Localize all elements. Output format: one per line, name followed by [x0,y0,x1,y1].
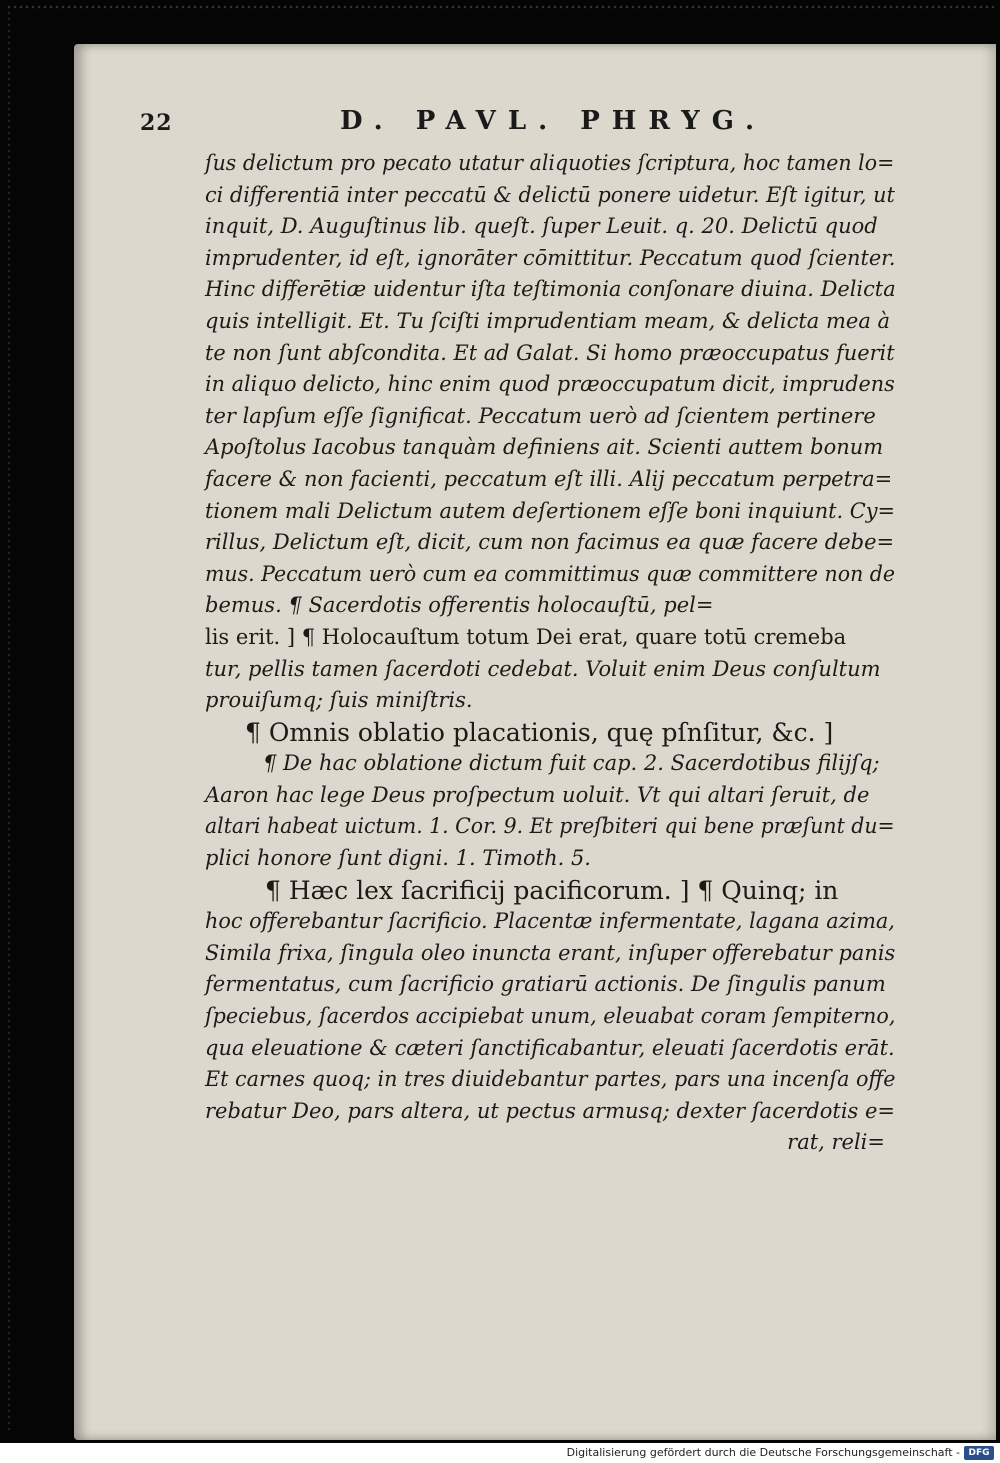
text-line: rillus, Delictum eſt, dicit, cum non facimus ea quæ facere debe= [205,530,895,555]
text-line: rebatur Deo, pars altera, ut pectus armusq; dexter ſacerdotis e= [205,1098,896,1123]
text-line: Simila frixa, ſingula oleo inuncta erant, inſuper offerebatur panis [205,940,896,965]
text-line: plici honore ſunt digni. 1. Timoth. 5. [205,846,591,871]
text-body [205,148,895,1159]
text-line: Aaron hac lege Deus proſpectum uoluit. Vt qui altari ſeruit, de [205,782,870,807]
running-title: D. PAVL. PHRYG. [340,106,767,136]
footer-bar [0,1443,1000,1463]
page-number: 22 [140,110,173,136]
dfg-logo: DFG [964,1446,994,1460]
text-line: altari habeat uictum. 1. Cor. 9. Et preſbiteri qui bene præſunt du= [205,814,895,839]
text-line: qua eleuatione & cæteri ſanctificabantur, eleuati ſacerdotis erāt. [205,1035,895,1060]
section-heading: ¶ Omnis oblatio placationis, quę pſnſitur, &c. ] [245,717,834,747]
text-line: bemus. ¶ Sacerdotis offerentis holocauſtū, pel= [205,593,714,618]
text-line: Apoſtolus Iacobus tanquàm definiens ait. Scienti auttem bonum [205,435,884,460]
text-line: mus. Peccatum uerò cum ea committimus quæ committere non de [205,561,896,586]
text-line: prouiſumq; ſuis miniſtris. [205,688,473,713]
text-line: ci differentiā inter peccatū & delictū ponere uidetur. Eſt igitur, ut [205,182,895,207]
text-line: Et carnes quoq; in tres diuidebantur partes, pars una incenſa offe [205,1067,896,1092]
text-line: tur, pellis tamen ſacerdoti cedebat. Voluit enim Deus conſultum [205,656,881,681]
text-line: tionem mali Delictum autem deſertionem eſſe boni inquiunt. Cy= [205,498,896,523]
running-head [140,106,920,142]
text-line: inquit, D. Auguſtinus lib. queſt. ſuper Leuit. q. 20. Delictū quod [205,214,878,239]
text-line: fermentatus, cum ſacrificio gratiarū actionis. De ſingulis panum [205,972,886,997]
text-line: ſpeciebus, ſacerdos accipiebat unum, eleuabat coram ſempiterno, [205,1004,896,1029]
text-line: lis erit. ] ¶ Holocauſtum totum Dei erat, quare totū cremeba [205,624,847,649]
scan-edge-dots-left [6,10,12,1430]
text-line: ter lapſum eſſe ſignificat. Peccatum uerò ad ſcientem pertinere [205,403,876,428]
section-heading: ¶ Hæc lex ſacrificij pacificorum. ] ¶ Quinq; in [265,875,839,905]
text-line: in aliquo delicto, hinc enim quod præoccupatum dicit, imprudens [205,372,895,397]
scan-edge-dots-top [6,4,996,10]
digitization-credit: Digitalisierung gefördert durch die Deutsche Forschungsgemeinschaft - [566,1446,960,1459]
text-line: facere & non facienti, peccatum eſt illi. Alij peccatum perpetra= [205,466,893,491]
text-line: Hinc differētiæ uidentur iſta teſtimonia conſonare diuina. Delicta [205,277,896,302]
text-line: ¶ De hac oblatione dictum fuit cap. 2. Sacerdotibus filijſq; [263,751,880,776]
text-line: te non ſunt abſcondita. Et ad Galat. Si homo præoccupatus fuerit [205,340,895,365]
text-line: hoc offerebantur ſacrificio. Placentæ infermentate, lagana azima, [205,909,895,934]
text-line: ſus delictum pro pecato utatur aliquoties ſcriptura, hoc tamen lo= [205,151,895,175]
text-line: quis intelligit. Et. Tu ſciſti imprudentiam meam, & delicta mea à [205,308,891,333]
text-line: imprudenter, id eſt, ignorāter cōmittitur. Peccatum quod ſcienter. [205,245,896,270]
catchword: rat, reli= [787,1130,885,1155]
